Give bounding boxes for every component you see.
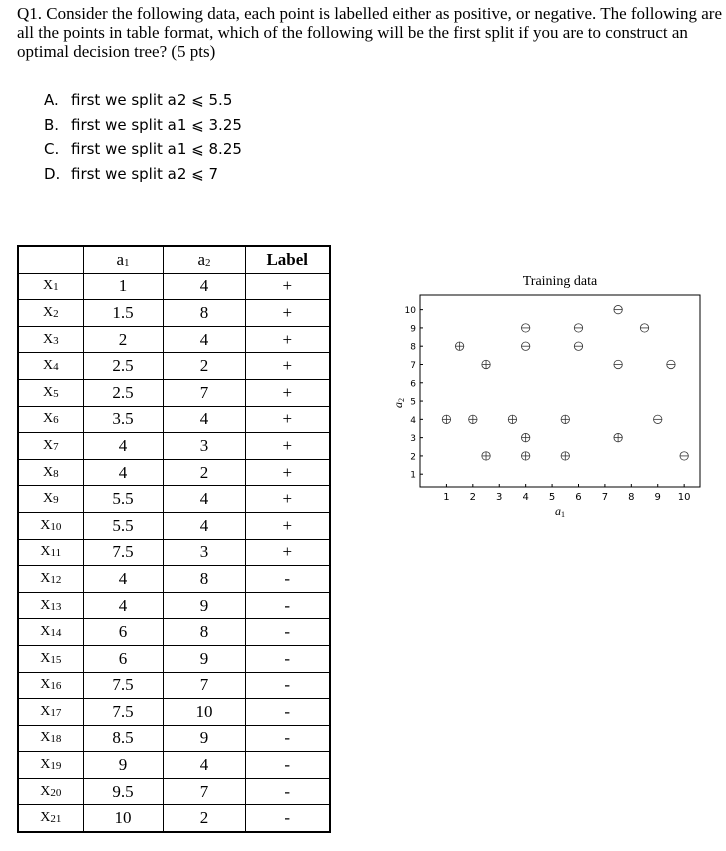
cell-a1: 4 xyxy=(83,592,163,619)
cell-label: + xyxy=(245,539,330,566)
answer-options xyxy=(44,88,242,186)
positive-point xyxy=(455,342,463,350)
cell-label: - xyxy=(245,725,330,752)
table-row xyxy=(18,459,330,486)
option-letter: A. xyxy=(44,91,59,109)
table-row xyxy=(18,725,330,752)
cell-a2: 10 xyxy=(163,699,245,726)
option-c[interactable] xyxy=(44,137,242,162)
option-text: first we split a2 ⩽ 5.5 xyxy=(71,91,233,109)
cell-a2: 3 xyxy=(163,539,245,566)
table-header-row xyxy=(18,246,330,273)
x-tick-label: 9 xyxy=(654,492,661,503)
cell-a1: 2.5 xyxy=(83,379,163,406)
option-letter: C. xyxy=(44,140,60,158)
cell-a1: 6 xyxy=(83,619,163,646)
table-row xyxy=(18,566,330,593)
y-tick-label: 1 xyxy=(410,470,416,481)
cell-a2: 9 xyxy=(163,592,245,619)
positive-point xyxy=(508,415,516,423)
cell-label: - xyxy=(245,672,330,699)
table-row xyxy=(18,699,330,726)
row-id: X5 xyxy=(18,379,83,406)
cell-a1: 5.5 xyxy=(83,512,163,539)
cell-a1: 10 xyxy=(83,805,163,832)
cell-a2: 9 xyxy=(163,645,245,672)
cell-a1: 9.5 xyxy=(83,778,163,805)
cell-a2: 7 xyxy=(163,672,245,699)
cell-label: - xyxy=(245,645,330,672)
negative-point xyxy=(521,342,529,350)
cell-label: - xyxy=(245,699,330,726)
positive-point xyxy=(469,415,477,423)
positive-point xyxy=(442,415,450,423)
y-tick-label: 6 xyxy=(410,379,416,390)
plot-frame xyxy=(420,295,700,487)
table-row xyxy=(18,326,330,353)
row-id: X10 xyxy=(18,512,83,539)
table-row xyxy=(18,379,330,406)
training-data-plot xyxy=(382,265,702,525)
negative-point xyxy=(614,305,622,313)
row-id: X12 xyxy=(18,566,83,593)
y-axis-label: a2 xyxy=(391,398,406,408)
option-letter: B. xyxy=(44,115,60,134)
table-row xyxy=(18,592,330,619)
cell-a2: 4 xyxy=(163,273,245,300)
row-id: X17 xyxy=(18,699,83,726)
cell-a1: 4 xyxy=(83,433,163,460)
header-a1: a1 xyxy=(83,246,163,273)
x-tick-label: 2 xyxy=(469,492,477,503)
cell-a2: 8 xyxy=(163,619,245,646)
plot-points xyxy=(442,305,688,460)
cell-a1: 3.5 xyxy=(83,406,163,433)
positive-point xyxy=(482,452,490,460)
cell-a2: 7 xyxy=(163,379,245,406)
cell-label: + xyxy=(245,273,330,300)
cell-a2: 4 xyxy=(163,512,245,539)
positive-point xyxy=(521,433,529,441)
header-blank xyxy=(18,246,83,273)
table-row xyxy=(18,512,330,539)
cell-label: - xyxy=(245,752,330,779)
cell-a2: 7 xyxy=(163,778,245,805)
cell-a1: 2 xyxy=(83,326,163,353)
cell-a1: 2.5 xyxy=(83,353,163,380)
cell-a2: 4 xyxy=(163,326,245,353)
negative-point xyxy=(574,342,582,350)
option-b[interactable] xyxy=(44,113,242,138)
y-tick-label: 4 xyxy=(410,415,416,426)
positive-point xyxy=(521,452,529,460)
y-tick-label: 5 xyxy=(410,397,416,408)
table-row xyxy=(18,433,330,460)
cell-label: + xyxy=(245,300,330,327)
cell-a1: 1.5 xyxy=(83,300,163,327)
row-id: X18 xyxy=(18,725,83,752)
row-id: X20 xyxy=(18,778,83,805)
cell-a2: 8 xyxy=(163,300,245,327)
plot-ticks xyxy=(405,306,691,503)
x-axis-label: a1 xyxy=(555,504,565,519)
cell-a2: 9 xyxy=(163,725,245,752)
row-id: X7 xyxy=(18,433,83,460)
y-tick-label: 10 xyxy=(404,306,416,317)
option-text: first we split a2 ⩽ 7 xyxy=(71,164,219,183)
cell-label: + xyxy=(245,512,330,539)
row-id: X21 xyxy=(18,805,83,832)
negative-point xyxy=(667,360,675,368)
y-tick-label: 8 xyxy=(410,342,416,353)
table-row xyxy=(18,805,330,832)
cell-label: + xyxy=(245,326,330,353)
chart-title: Training data xyxy=(522,274,598,289)
row-id: X14 xyxy=(18,619,83,646)
row-id: X6 xyxy=(18,406,83,433)
data-table xyxy=(17,245,331,833)
row-id: X15 xyxy=(18,645,83,672)
row-id: X3 xyxy=(18,326,83,353)
cell-a2: 4 xyxy=(163,406,245,433)
row-id: X2 xyxy=(18,300,83,327)
cell-a1: 1 xyxy=(83,273,163,300)
negative-point xyxy=(640,324,648,332)
x-tick-label: 5 xyxy=(548,492,556,503)
row-id: X4 xyxy=(18,353,83,380)
cell-a1: 5.5 xyxy=(83,486,163,513)
row-id: X16 xyxy=(18,672,83,699)
x-tick-label: 7 xyxy=(601,492,609,503)
negative-point xyxy=(521,324,529,332)
option-a[interactable] xyxy=(44,88,242,113)
table-row xyxy=(18,619,330,646)
x-tick-label: 3 xyxy=(496,492,503,503)
row-id: X19 xyxy=(18,752,83,779)
table-row xyxy=(18,406,330,433)
cell-a1: 4 xyxy=(83,459,163,486)
cell-a1: 7.5 xyxy=(83,699,163,726)
option-d[interactable] xyxy=(44,162,242,187)
table-row xyxy=(18,300,330,327)
cell-a2: 8 xyxy=(163,566,245,593)
table-row xyxy=(18,778,330,805)
table-row xyxy=(18,752,330,779)
y-tick-label: 3 xyxy=(410,434,416,445)
table-row xyxy=(18,539,330,566)
cell-label: + xyxy=(245,486,330,513)
cell-a2: 2 xyxy=(163,459,245,486)
x-tick-label: 8 xyxy=(628,492,635,503)
cell-a1: 8.5 xyxy=(83,725,163,752)
row-id: X13 xyxy=(18,592,83,619)
cell-a2: 4 xyxy=(163,486,245,513)
negative-point xyxy=(680,452,688,460)
row-id: X8 xyxy=(18,459,83,486)
y-tick-label: 7 xyxy=(410,360,416,371)
cell-label: + xyxy=(245,406,330,433)
negative-point xyxy=(574,324,582,332)
row-id: X9 xyxy=(18,486,83,513)
cell-label: + xyxy=(245,379,330,406)
header-a2: a2 xyxy=(163,246,245,273)
cell-a1: 7.5 xyxy=(83,539,163,566)
table-row xyxy=(18,353,330,380)
cell-a1: 6 xyxy=(83,645,163,672)
y-tick-label: 9 xyxy=(410,324,416,335)
row-id: X11 xyxy=(18,539,83,566)
negative-point xyxy=(614,360,622,368)
option-letter: D. xyxy=(44,164,61,183)
cell-label: - xyxy=(245,805,330,832)
y-tick-label: 2 xyxy=(410,452,416,463)
x-tick-label: 10 xyxy=(677,492,691,503)
table-row xyxy=(18,645,330,672)
row-id: X1 xyxy=(18,273,83,300)
question-text: Q1. Consider the following data, each point is labelled either as positive, or negative. The following are all the points in table format, which of the following will be the first split if you are to construct an optimal decision tree? (5 pts) xyxy=(17,4,722,61)
cell-a1: 9 xyxy=(83,752,163,779)
x-tick-label: 6 xyxy=(575,492,582,503)
cell-a2: 4 xyxy=(163,752,245,779)
cell-a2: 3 xyxy=(163,433,245,460)
cell-label: - xyxy=(245,619,330,646)
header-label: Label xyxy=(245,246,330,273)
option-text: first we split a1 ⩽ 3.25 xyxy=(71,115,242,134)
positive-point xyxy=(482,360,490,368)
positive-point xyxy=(561,415,569,423)
cell-a1: 4 xyxy=(83,566,163,593)
table-row xyxy=(18,486,330,513)
option-text: first we split a1 ⩽ 8.25 xyxy=(71,140,242,158)
cell-label: - xyxy=(245,566,330,593)
cell-a1: 7.5 xyxy=(83,672,163,699)
cell-label: + xyxy=(245,433,330,460)
cell-label: - xyxy=(245,778,330,805)
x-tick-label: 1 xyxy=(443,492,450,503)
positive-point xyxy=(561,452,569,460)
table-body xyxy=(18,273,330,832)
table-row xyxy=(18,273,330,300)
cell-label: + xyxy=(245,353,330,380)
x-tick-label: 4 xyxy=(522,492,529,503)
cell-label: - xyxy=(245,592,330,619)
cell-a2: 2 xyxy=(163,353,245,380)
table-row xyxy=(18,672,330,699)
cell-label: + xyxy=(245,459,330,486)
cell-a2: 2 xyxy=(163,805,245,832)
negative-point xyxy=(654,415,662,423)
positive-point xyxy=(614,433,622,441)
